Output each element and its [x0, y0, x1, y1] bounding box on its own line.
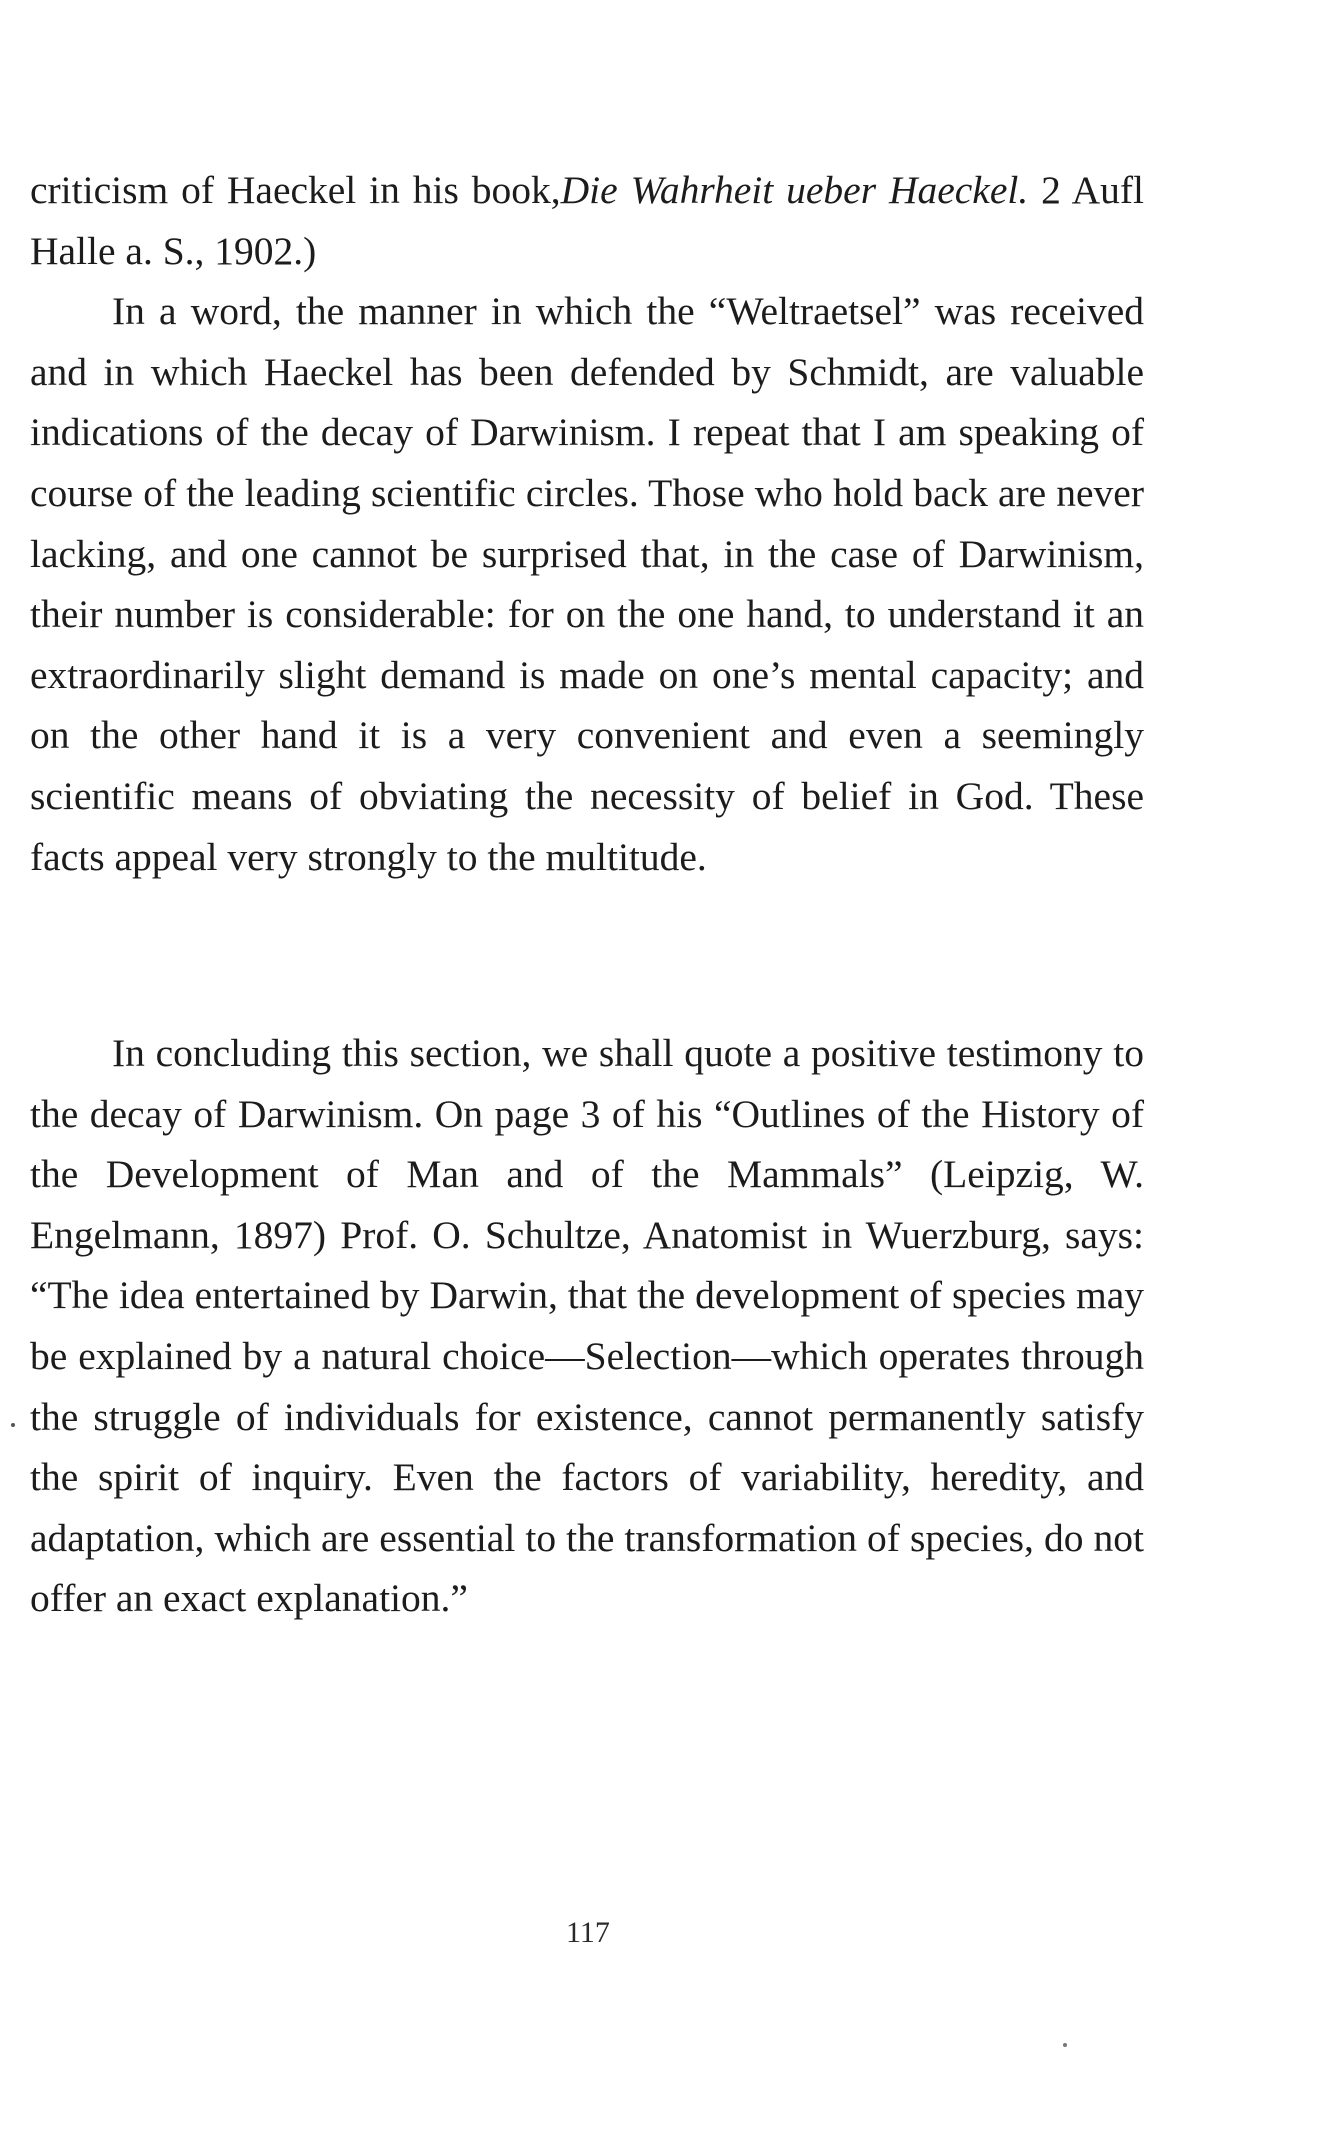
- page-number: 117: [566, 1916, 610, 1949]
- continuation-text-after: 2 Aufl Halle a. S., 1902.): [30, 168, 1144, 273]
- continuation-text-before: criticism of Haeckel in his book,: [30, 168, 561, 212]
- ink-speck: [11, 1423, 15, 1427]
- ink-speck: [1063, 2043, 1067, 2047]
- upper-text-block: [30, 160, 1144, 887]
- continuation-paragraph: [30, 160, 1144, 281]
- lower-text-block: [30, 1023, 1144, 1629]
- weltraetsel-paragraph: In a word, the manner in which the “Weltraetsel” was received and in which Haeckel has been defended by Schmidt, are valuable indications of the decay of Darwinism. I repeat that I am speaking of course of the leading scientific circles. Those who hold back are never lacking, and one cannot be surprised that, in the case of Darwinism, their number is considerable: for on the one hand, to understand it an extraordinarily slight demand is made on one’s mental capacity; and on the other hand it is a very convenient and even a seemingly scientific means of obviating the necessity of belief in God. These facts appeal very strongly to the multitude.: [30, 289, 1144, 879]
- conclusion-paragraph: In concluding this section, we shall quote a positive testimony to the decay of Darwinism. On page 3 of his “Outlines of the History of the Development of Man and of the Mammals” (Leipzig, W. Engelmann, 1897) Prof. O. Schultze, Anatomist in Wuerzburg, says: “The idea entertained by Darwin, that the development of species may be explained by a natural choice—Selection—which operates through the struggle of individuals for existence, cannot permanently satisfy the spirit of inquiry. Even the factors of variability, heredity, and adaptation, which are essential to the transformation of species, do not offer an exact explanation.”: [30, 1031, 1144, 1621]
- book-title: Die Wahrheit ueber Haeckel.: [560, 168, 1029, 212]
